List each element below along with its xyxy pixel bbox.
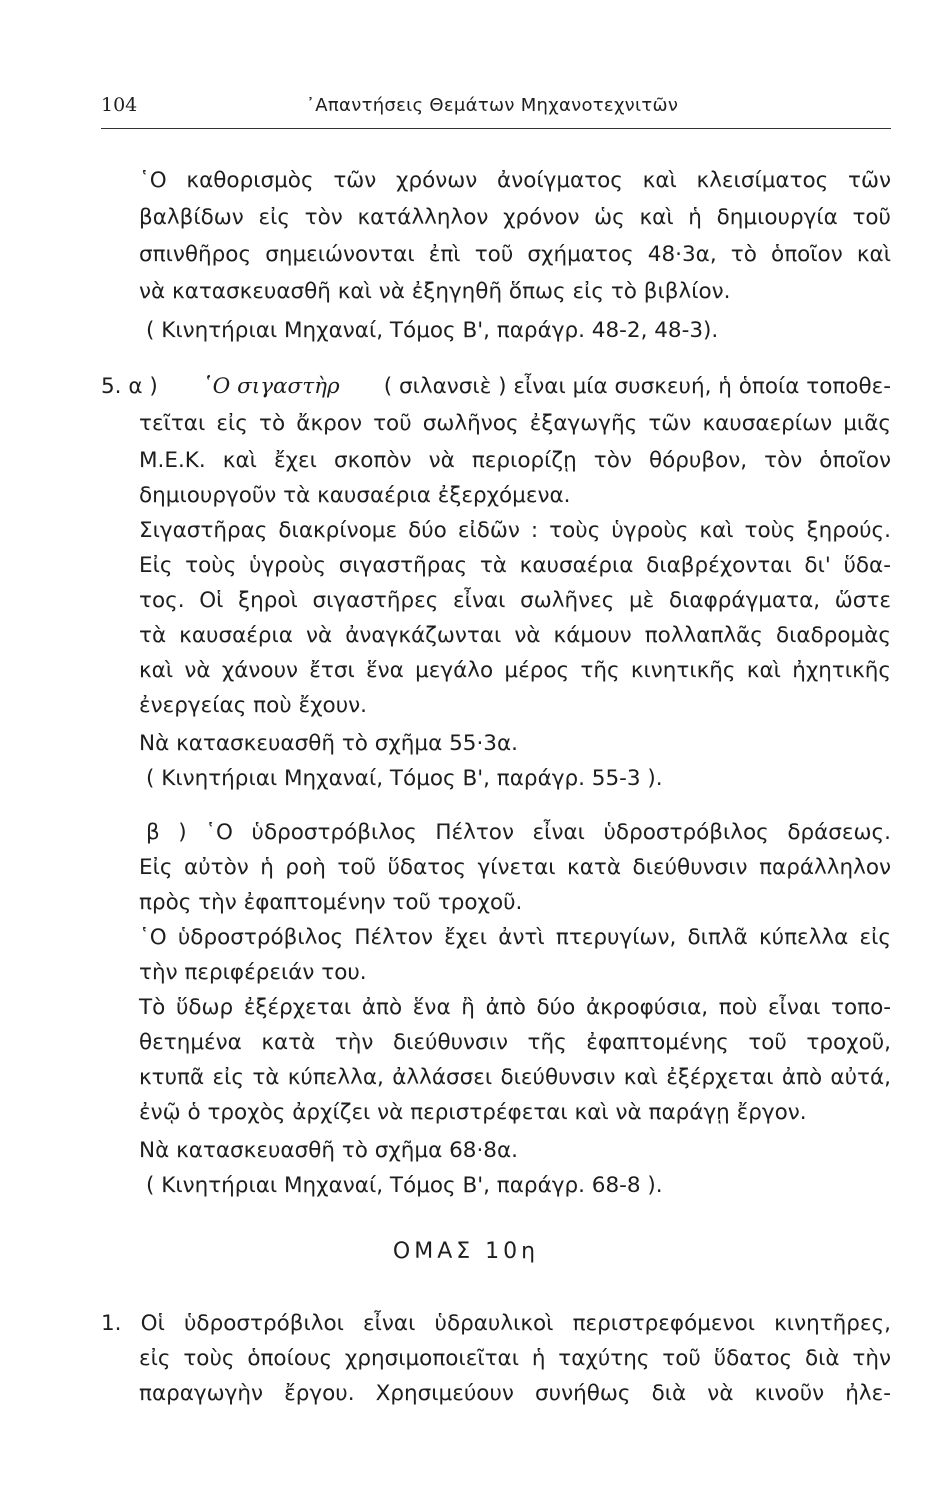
text-line: Νὰ κατασκευασθῆ τὸ σχῆμα 68·8α. xyxy=(139,1138,518,1163)
text-line: τος. Οἱ ξηροὶ σιγαστῆρες εἶναι σωλῆνες μὲ διαφράγματα, ὥστε xyxy=(139,588,891,613)
text-line: πρὸς τὴν ἐφαπτομένην τοῦ τροχοῦ. xyxy=(139,890,523,915)
text-line: θετημένα κατὰ τὴν διεύθυνσιν τῆς ἐφαπτομένης τοῦ τροχοῦ, xyxy=(139,1030,891,1055)
reference-line: ( Κινητήριαι Μηχαναί, Τόμος Β', παράγρ. 48-2, 48-3). xyxy=(146,318,719,343)
item-5-first-line xyxy=(101,372,891,402)
text-line: ἐνῷ ὁ τροχὸς ἀρχίζει νὰ περιστρέφεται καὶ νὰ παράγῃ ἔργον. xyxy=(139,1100,807,1125)
reference-line: ( Κινητήριαι Μηχαναί, Τόμος Β', παράγρ. 55-3 ). xyxy=(146,766,663,791)
text-line: σπινθῆρος σημειώνονται ἐπὶ τοῦ σχήματος 48·3α, τὸ ὁποῖον καὶ xyxy=(139,242,891,267)
text-line: ῾Ο καθορισμὸς τῶν χρόνων ἀνοίγματος καὶ κλεισίματος τῶν xyxy=(139,168,891,193)
text-line: βαλβίδων εἰς τὸν κατάλληλον χρόνον ὡς καὶ ἡ δημιουργία τοῦ xyxy=(139,205,891,230)
page-number: 104 xyxy=(101,94,138,116)
text-line: ἐνεργείας ποὺ ἔχουν. xyxy=(139,693,367,718)
text-line: τὴν περιφέρειάν του. xyxy=(139,960,367,985)
text-line: ῾Ο ὑδροστρόβιλος Πέλτον ἔχει ἀντὶ πτερυγίων, διπλᾶ κύπελλα εἰς xyxy=(139,925,891,950)
text-line: εἰς τοὺς ὁποίους χρησιμοποιεῖται ἡ ταχύτης τοῦ ὕδατος διὰ τὴν xyxy=(139,1346,891,1371)
text-line: τὰ καυσαέρια νὰ ἀναγκάζωνται νὰ κάμουν πολλαπλᾶς διαδρομὰς xyxy=(139,623,891,648)
item-5-marker: 5. α ) xyxy=(101,374,158,399)
text-line: κτυπᾶ εἰς τὰ κύπελλα, ἀλλάσσει διεύθυνσιν καὶ ἐξέρχεται ἀπὸ αὐτά, xyxy=(139,1065,891,1090)
text-line: Τὸ ὕδωρ ἐξέρχεται ἀπὸ ἕνα ἢ ἀπὸ δύο ἀκροφύσια, ποὺ εἶναι τοπο- xyxy=(139,995,891,1020)
text-line: 1. Οἱ ὑδροστρόβιλοι εἶναι ὑδραυλικοὶ περιστρεφόμενοι κινητῆρες, xyxy=(101,1311,891,1336)
text-line: Μ.Ε.Κ. καὶ ἔχει σκοπὸν νὰ περιορίζῃ τὸν θόρυβον, τὸν ὁποῖον xyxy=(139,448,891,473)
text-line: Εἰς αὐτὸν ἡ ροὴ τοῦ ὕδατος γίνεται κατὰ διεύθυνσιν παράλληλον xyxy=(139,855,891,880)
text-line: Εἰς τοὺς ὑγροὺς σιγαστῆρας τὰ καυσαέρια διαβρέχονται δι' ὕδα- xyxy=(139,553,891,578)
term-italic: ῾Ο σιγαστὴρ xyxy=(201,374,340,399)
text-line: Σιγαστῆρας διακρίνομε δύο εἰδῶν : τοὺς ὑγροὺς καὶ τοὺς ξηρούς. xyxy=(139,518,891,543)
text-line: Νὰ κατασκευασθῆ τὸ σχῆμα 55·3α. xyxy=(139,731,518,756)
text-line: παραγωγὴν ἔργου. Χρησιμεύουν συνήθως διὰ νὰ κινοῦν ἠλε- xyxy=(139,1381,891,1406)
text-line: β ) ῾Ο ὑδροστρόβιλος Πέλτον εἶναι ὑδροστρόβιλος δράσεως. xyxy=(146,820,891,845)
text-fragment: ( σιλανσιὲ ) εἶναι μία συσκευή, ἡ ὁποία τοποθε- xyxy=(383,374,891,399)
text-line: δημιουργοῦν τὰ καυσαέρια ἐξερχόμενα. xyxy=(139,483,571,508)
running-title: ᾿Απαντήσεις Θεμάτων Μηχανοτεχνιτῶν xyxy=(306,95,679,116)
page-header xyxy=(101,94,891,124)
section-heading: ΟΜΑΣ 10η xyxy=(392,1239,540,1264)
text-line: τεῖται εἰς τὸ ἄκρον τοῦ σωλῆνος ἐξαγωγῆς τῶν καυσαερίων μιᾶς xyxy=(139,411,891,436)
header-rule xyxy=(101,128,891,129)
text-line: νὰ κατασκευασθῆ καὶ νὰ ἐξηγηθῆ ὅπως εἰς τὸ βιβλίον. xyxy=(139,279,731,304)
reference-line: ( Κινητήριαι Μηχαναί, Τόμος Β', παράγρ. 68-8 ). xyxy=(146,1173,663,1198)
text-line: καὶ νὰ χάνουν ἔτσι ἕνα μεγάλο μέρος τῆς κινητικῆς καὶ ἠχητικῆς xyxy=(139,658,891,683)
